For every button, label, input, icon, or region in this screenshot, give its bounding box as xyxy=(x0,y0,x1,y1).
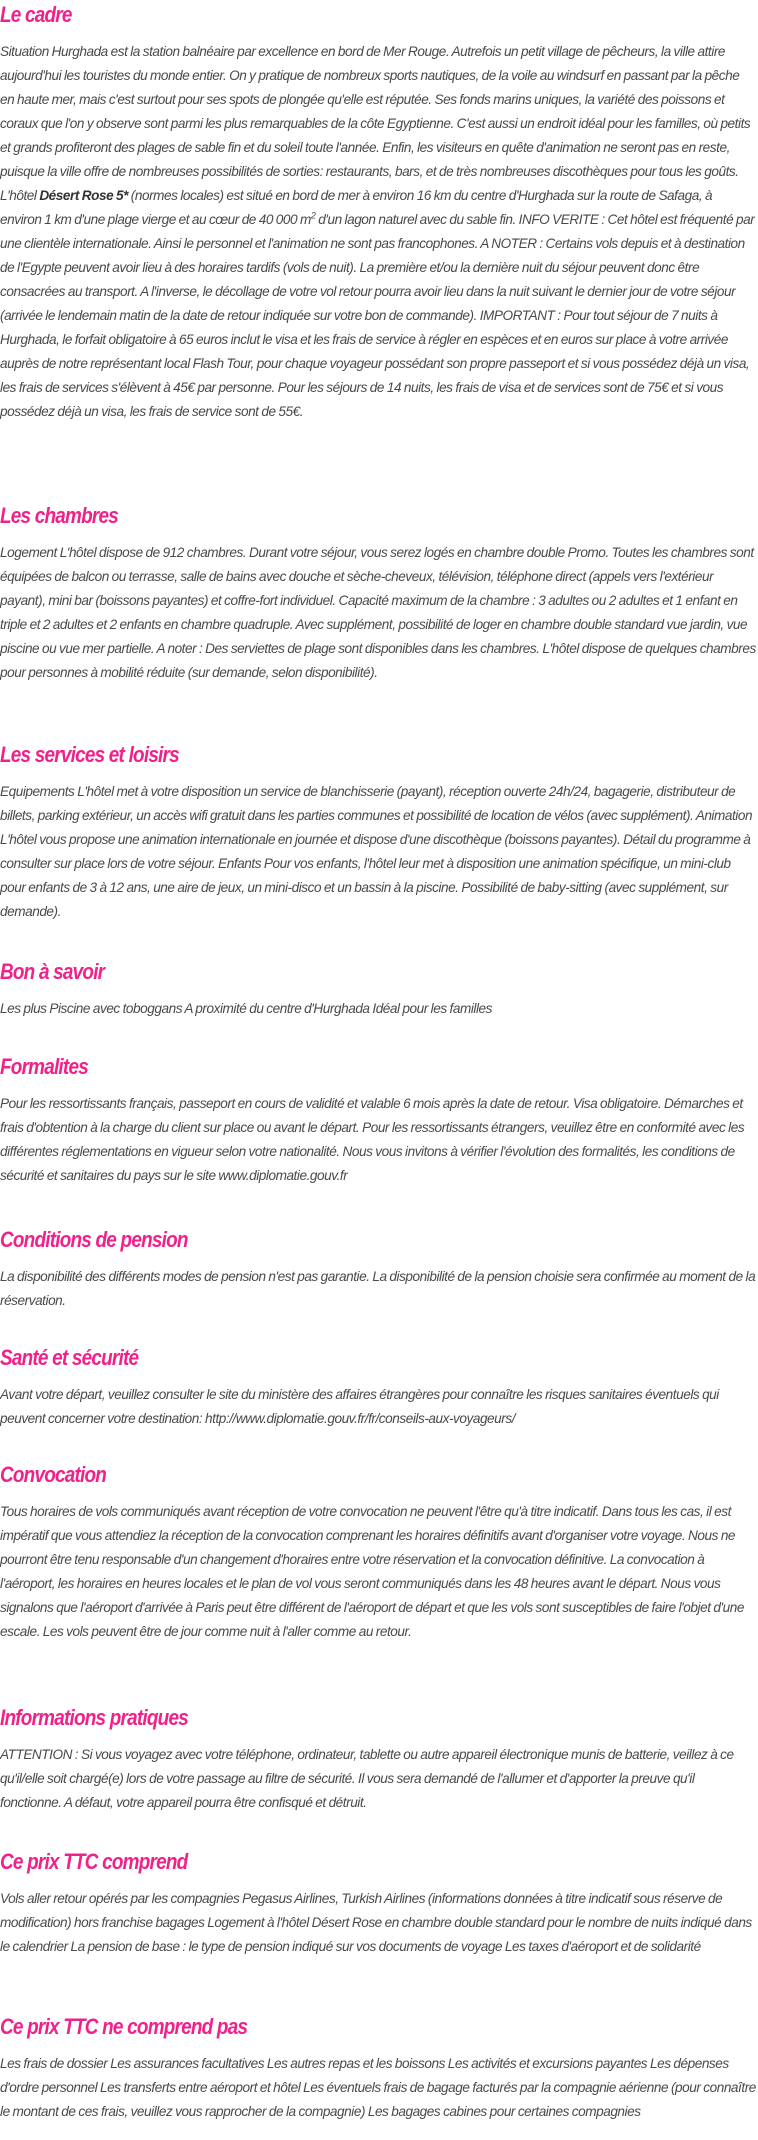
body-text: Situation Hurghada est la station balnéaire par excellence en bord de Mer Rouge. Autrefois un petit village de pêcheurs, la ville attire aujourd'hui les touristes du monde entier. On y pratique de nombreux sports nautiques, de la voile au windsurf en passant par la pêche en haute mer, mais c'est surtout pour ses spots de plongée qu'elle est réputée. Ses fonds marins uniques, la variété des poissons et coraux que l'on y observe sont parmi les plus remarquables de la côte Egyptienne. C'est aussi un endroit idéal pour les familles, où petits et grands profiteront des plages de sable fin et du soleil toute l'année. Enfin, les visiteurs en quête d'animation ne seront pas en reste, puisque la ville offre de nombreuses possibilités de sorties: restaurants, bars, et de très nombreuses discothèques pour tous les goûts. L'hôtel xyxy=(0,44,751,203)
section-title: Formalites xyxy=(0,1054,88,1079)
section-title: Les chambres xyxy=(0,503,118,528)
section-title: Le cadre xyxy=(0,2,72,27)
section-conditions-de-pension xyxy=(0,1225,756,1313)
section-body: Les frais de dossier Les assurances facultatives Les autres repas et les boissons Les activités et excursions payantes Les dépenses d'ordre personnel Les transferts entre aéroport et hôtel Les éventuels frais de bagage facturés par la compagnie aérienne (pour connaître le montant de ces frais, veuillez vous rapprocher de la compagnie) Les bagages cabines pour certaines compagnies xyxy=(0,2056,756,2119)
section-body: Vols aller retour opérés par les compagnies Pegasus Airlines, Turkish Airlines (informations données à titre indicatif sous réserve de modification) hors franchise bagages Logement à l'hôtel Désert Rose en chambre double standard pour le nombre de nuits indiqué dans le calendrier La pension de base : le type de pension indiqué sur vos documents de voyage Les taxes d'aéroport et de solidarité xyxy=(0,1891,752,1954)
section-title: Santé et sécurité xyxy=(0,1345,139,1370)
section-title: Convocation xyxy=(0,1462,107,1487)
section-title: Informations pratiques xyxy=(0,1705,188,1730)
superscript: 2 xyxy=(310,210,316,221)
section-body: La disponibilité des différents modes de pension n'est pas garantie. La disponibilité de la pension choisie sera confirmée au moment de la réservation. xyxy=(0,1269,756,1308)
section-services-et-loisirs xyxy=(0,740,756,924)
section-title: Les services et loisirs xyxy=(0,742,179,767)
section-body: Tous horaires de vols communiqués avant réception de votre convocation ne peuvent l'être qu'à titre indicatif. Dans tous les cas, il est impératif que vous attendiez la réception de la convocation comprenant les horaires définitifs avant d'organiser votre voyage. Nous ne pourront être tenu responsable d'un changement d'horaires entre votre réservation et la convocation définitive. La convocation à l'aéroport, les horaires en heures locales et le plan de vol vous seront communiqués dans les 48 heures avant le départ. Nous vous signalons que l'aéroport d'arrivée à Paris peut être différent de l'aéroport de départ et que les vols sont susceptibles de faire l'objet d'une escale. Les vols peuvent être de jour comme nuit à l'aller comme au retour. xyxy=(0,1504,744,1639)
section-sante-et-securite xyxy=(0,1343,756,1431)
hotel-name: Désert Rose 5* xyxy=(39,188,128,203)
section-body: Equipements L'hôtel met à votre disposition un service de blanchisserie (payant), réception ouverte 24h/24, bagagerie, distributeur de billets, parking extérieur, un accès wifi gratuit dans les parties communes et possibilité de location de vélos (avec supplément). Animation L'hôtel vous propose une animation internationale en journée et dispose d'une discothèque (boissons payantes). Détail du programme à consulter sur place lors de votre séjour. Enfants Pour vos enfants, l'hôtel leur met à disposition une animation spécifique, un mini-club pour enfants de 3 à 12 ans, une aire de jeux, un mini-disco et un bassin à la piscine. Possibilité de baby-sitting (avec supplément, sur demande). xyxy=(0,784,753,919)
section-title: Ce prix TTC ne comprend pas xyxy=(0,2014,248,2039)
section-body: Logement L'hôtel dispose de 912 chambres. Durant votre séjour, vous serez logés en chambre double Promo. Toutes les chambres sont équipées de balcon ou terrasse, salle de bains avec douche et sèche-cheveux, télévision, téléphone direct (appels vers l'extérieur payant), mini bar (boissons payantes) et coffre-fort individuel. Capacité maximum de la chambre : 3 adultes ou 2 adultes et 1 enfant en triple et 2 adultes et 2 enfants en chambre quadruple. Avec supplément, possibilité de loger en chambre double standard vue jardin, vue piscine ou vue mer partielle. A noter : Des serviettes de plage sont disponibles dans les chambres. L'hôtel dispose de quelques chambres pour personnes à mobilité réduite (sur demande, selon disponibilité). xyxy=(0,545,756,680)
section-convocation xyxy=(0,1460,756,1644)
section-bon-a-savoir xyxy=(0,957,756,1021)
section-prix-ne-comprend-pas xyxy=(0,2012,756,2124)
section-formalites xyxy=(0,1052,756,1188)
body-text: d'un lagon naturel avec du sable fin. INFO VERITE : Cet hôtel est fréquenté par une clientèle internationale. Ainsi le personnel et l'animation ne sont pas francophones. A NOTER : Certains vols depuis et à destination de l'Egypte peuvent avoir lieu à des horaires tardifs (vols de nuit). La première et/ou la dernière nuit du séjour peuvent donc être consacrées au transport. A l'inverse, le décollage de votre vol retour pourra avoir lieu dans la nuit suivant le dernier jour de votre séjour (arrivée le lendemain matin de la date de retour indiquée sur votre bon de commande). IMPORTANT : Pour tout séjour de 7 nuits à Hurghada, le forfait obligatoire à 65 euros inclut le visa et les frais de service à régler en espèces et en euros sur place à votre arrivée auprès de notre représentant local Flash Tour, pour chaque voyageur possédant son propre passeport et si vous possédez déjà un visa, les frais de services s'élèvent à 45€ par personne. Pour les séjours de 14 nuits, les frais de visa et de services sont de 75€ et si vous possédez déjà un visa, les frais de service sont de 55€. xyxy=(0,212,755,419)
section-body: ATTENTION : Si vous voyagez avec votre téléphone, ordinateur, tablette ou autre appareil électronique munis de batterie, veillez à ce qu'il/elle soit chargé(e) lors de votre passage au filtre de sécurité. Il vous sera demandé de l'allumer et d'apporter la preuve qu'il fonctionne. A défaut, votre appareil pourra être confisqué et détruit. xyxy=(0,1747,734,1810)
section-body: Les plus Piscine avec toboggans A proximité du centre d'Hurghada Idéal pour les familles xyxy=(0,1001,492,1016)
body-text: (normes locales) est situé en bord de mer à environ 16 km du centre d'Hurghada sur la route de Safaga, à environ 1 km d'une plage vierge et au cœur de 40 000 m xyxy=(0,188,713,227)
section-body: Avant votre départ, veuillez consulter le site du ministère des affaires étrangères pour connaître les risques sanitaires éventuels qui peuvent concerner votre destination: http://www.diplomatie.gouv.fr/fr/conseils-aux-voyageurs/ xyxy=(0,1387,719,1426)
section-prix-comprend xyxy=(0,1847,756,1959)
section-le-cadre xyxy=(0,0,756,424)
section-informations-pratiques xyxy=(0,1703,756,1815)
section-title: Bon à savoir xyxy=(0,959,105,984)
section-les-chambres xyxy=(0,501,756,685)
section-title: Ce prix TTC comprend xyxy=(0,1849,188,1874)
section-body xyxy=(0,40,756,424)
section-title: Conditions de pension xyxy=(0,1227,188,1252)
section-body: Pour les ressortissants français, passeport en cours de validité et valable 6 mois après la date de retour. Visa obligatoire. Démarches et frais d'obtention à la charge du client sur place ou avant le départ. Pour les ressortissants étrangers, veuillez être en conformité avec les différentes réglementations en vigueur selon votre nationalité. Nous vous invitons à vérifier l'évolution des formalités, les conditions de sécurité et sanitaires du pays sur le site www.diplomatie.gouv.fr xyxy=(0,1096,745,1183)
